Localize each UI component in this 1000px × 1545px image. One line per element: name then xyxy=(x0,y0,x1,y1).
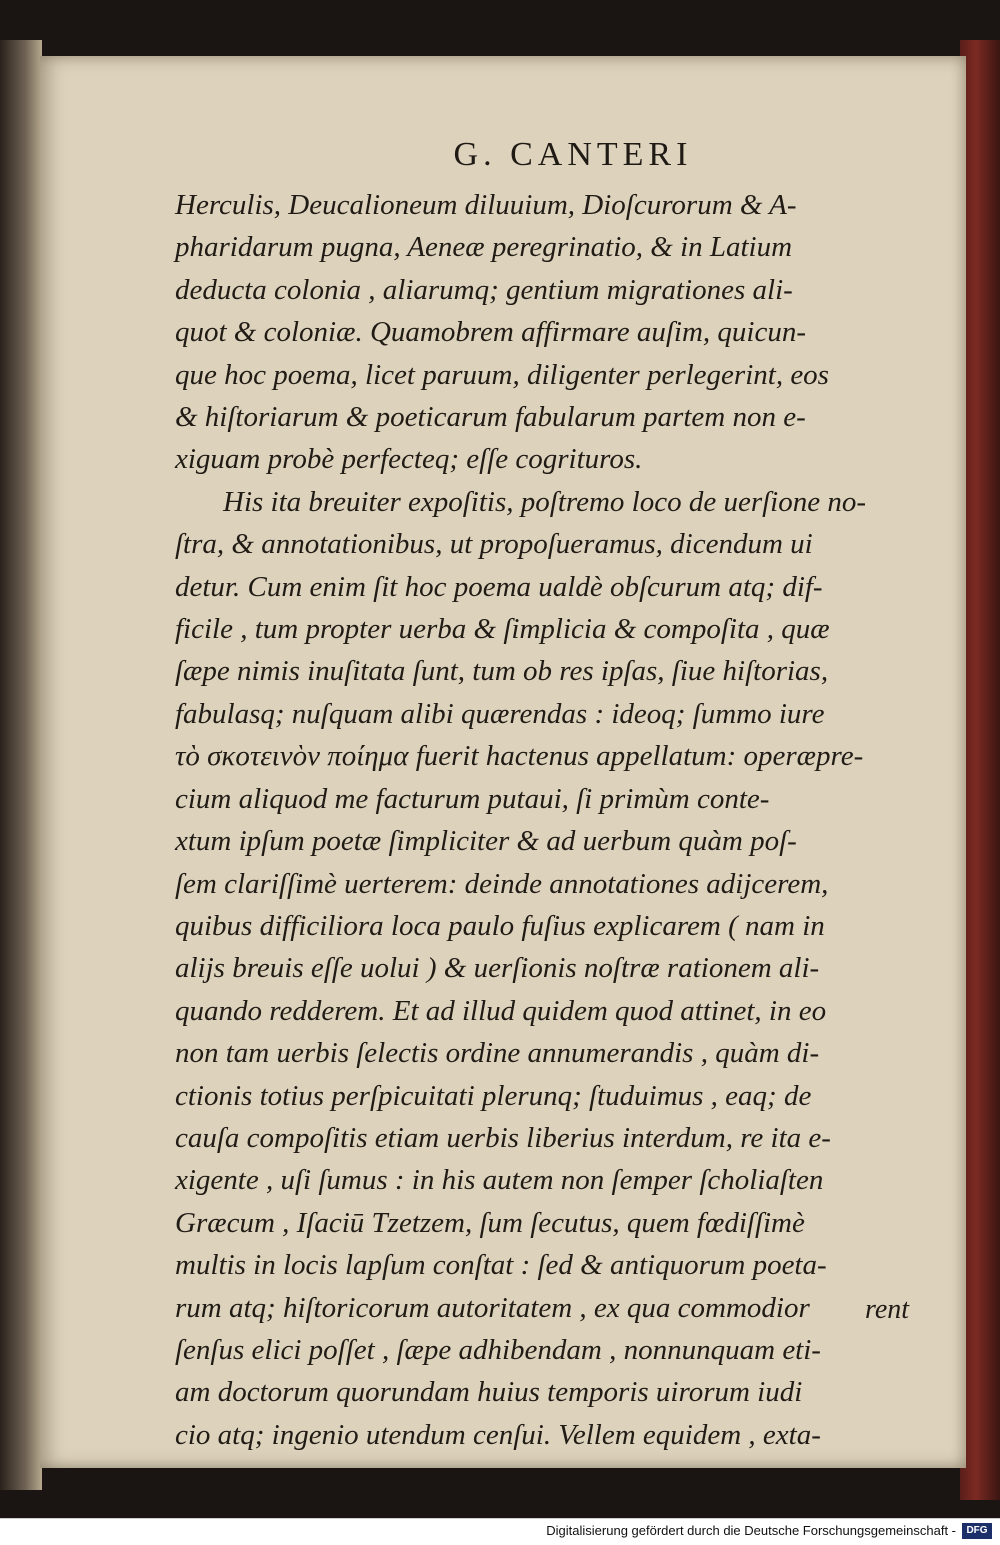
dfg-logo: DFG xyxy=(962,1523,992,1539)
text-line: xigente , uſi ſumus : in his autem non ſemper ſcholiaſten xyxy=(175,1164,824,1197)
text-line: His ita breuiter expoſitis, poſtremo loco de uerſione no- xyxy=(223,485,866,518)
text-line: ctionis totius perſpicuitati plerunq; ſtuduimus , eaq; de xyxy=(175,1079,812,1112)
text-line: ſæpe nimis inuſitata ſunt, tum ob res ipſas, ſiue hiſtorias, xyxy=(175,655,829,688)
funding-notice: Digitalisierung gefördert durch die Deutsche Forschungsgemeinschaft - xyxy=(546,1523,956,1538)
text-line: xiguam probè perfecteq; eſſe cogrituros. xyxy=(175,443,643,476)
text-line: quando redderem. Et ad illud quidem quod attinet, in eo xyxy=(175,994,827,1027)
text-line: multis in locis lapſum conſtat : ſed & antiquorum poeta- xyxy=(175,1249,827,1282)
page-body-text xyxy=(175,184,905,1456)
book-page xyxy=(40,56,966,1468)
text-line: am doctorum quorundam huius temporis uirorum iudi xyxy=(175,1376,803,1409)
text-line: alijs breuis eſſe uolui ) & uerſionis noſtræ rationem ali- xyxy=(175,952,820,985)
footer-bar xyxy=(0,1518,1000,1545)
text-line: non tam uerbis ſelectis ordine annumerandis , quàm di- xyxy=(175,1037,820,1070)
text-line: detur. Cum enim ſit hoc poema ualdè obſcurum atq; dif- xyxy=(175,570,823,603)
text-line: ſtra, & annotationibus, ut propoſueramus, dicendum ui xyxy=(175,528,813,561)
book-gutter xyxy=(0,40,42,1490)
text-line: quot & coloniæ. Quamobrem affirmare auſim, quicun- xyxy=(175,316,806,349)
text-line: deducta colonia , aliarumq; gentium migrationes ali- xyxy=(175,273,793,306)
book-cover-edge xyxy=(960,40,1000,1500)
text-line: Herculis, Deucalioneum diluuium, Dioſcurorum & A- xyxy=(175,189,797,221)
text-line: & hiſtoriarum & poeticarum fabularum partem non e- xyxy=(175,401,806,434)
text-line: ſem clariſſimè uerterem: deinde annotationes adijcerem, xyxy=(175,867,829,900)
text-line: τὸ σκοτεινὸν ποίημα fuerit hactenus appellatum: operæpre- xyxy=(175,740,864,773)
catchword: rent xyxy=(865,1294,910,1325)
text-line: pharidarum pugna, Aeneæ peregrinatio, & in Latium xyxy=(175,231,793,264)
text-line: fabulasq; nuſquam alibi quærendas : ideoq; ſummo iure xyxy=(175,697,825,730)
text-line: que hoc poema, licet paruum, diligenter perlegerint, eos xyxy=(175,358,829,391)
text-line: ſenſus elici poſſet , ſæpe adhibendam , nonnunquam eti- xyxy=(175,1333,821,1366)
text-line: Græcum , Iſaciū Tzetzem, ſum ſecutus, quem fœdiſſimè xyxy=(175,1206,805,1239)
text-line: cio atq; ingenio utendum cenſui. Vellem equidem , exta- xyxy=(175,1418,821,1451)
text-line: cium aliquod me facturum putaui, ſi primùm conte- xyxy=(175,782,770,815)
text-line: rum atq; hiſtoricorum autoritatem , ex qua commodior xyxy=(175,1291,810,1324)
text-line: xtum ipſum poetæ ſimpliciter & ad uerbum quàm poſ- xyxy=(175,825,797,858)
text-line: cauſa compoſitis etiam uerbis liberius interdum, re ita e- xyxy=(175,1121,831,1154)
text-line: ficile , tum propter uerba & ſimplicia & compoſita , quæ xyxy=(175,613,830,646)
text-line: quibus difficiliora loca paulo fuſius explicarem ( nam in xyxy=(175,909,825,942)
running-header: G. CANTERI xyxy=(453,136,693,173)
